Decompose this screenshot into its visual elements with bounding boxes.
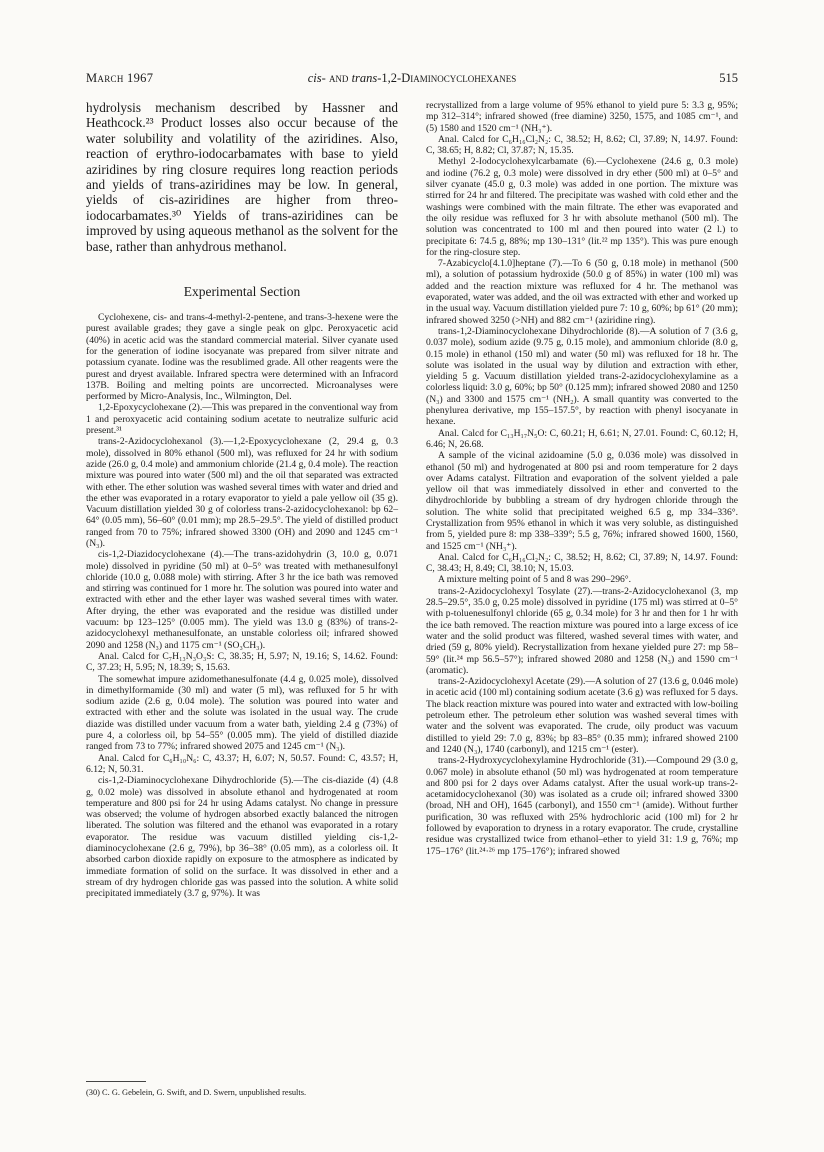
header-title-part3: trans [351,71,378,85]
page-number: 515 [719,71,738,85]
section-title: Experimental Section [183,284,301,300]
paragraph: Anal. Calcd for C₆H₁₆Cl₂N₂: C, 38.52; H, 8.62; Cl, 37.89; N, 14.97. Found: C, 38.43; H, 8.49; Cl, 38.10; N, 15.03. [426,551,738,575]
left-column [86,100,398,900]
paragraph: 1,2-Epoxycyclohexane (2).—This was prepared in the conventional way from 1 and peroxyacetic acid containing sodium acetate to neutralize sulfuric acid present.³¹ [86,402,398,437]
paragraph: recrystallized from a large volume of 95% ethanol to yield pure 5: 3.3 g, 95%; mp 312–314°; infrared showed (free diamine) 3250, 1575, and 1085 cm⁻¹, and (5) 1580 and 1520 cm⁻¹ (NH₃⁺). [426,100,738,134]
paragraph: trans-2-Hydroxycyclohexylamine Hydrochloride (31).—Compound 29 (3.0 g, 0.067 mole) in absolute ethanol (50 ml) was hydrogenated at room temperature and 800 psi for 2 days over Adams catalyst. After the usual work-up trans-2-acetamidocyclohexanol (30) was isolated as a crude oil; infrared showed 3300 (broad, NH and OH), 1645 (carbonyl), and 1550 cm⁻¹ (amide). Without further purification, 30 was refluxed with 25% hydrochloric acid (100 ml) for 2 hr followed by evaporation to dryness in a rotary evaporator. The crude, crystalline residue was crystallized twice from ethanol–ether to yield 31: 1.9 g, 76%; mp 175–176° (lit.²⁴·²⁶ mp 175–176°); infrared showed [426,755,739,857]
paragraph: Anal. Calcd for C₆H₁₆Cl₂N₂: C, 38.52; H, 8.62; Cl, 37.89; N, 14.97. Found: C, 38.65; H, 8.82; Cl, 37.87; N, 15.35. [426,133,738,157]
header-title-part1: cis- [307,71,326,85]
header-title-part4: -1,2-Diaminocyclohexanes [377,71,517,85]
header-title-part2: and [325,71,352,85]
header-date: March 1967 [86,71,154,85]
footnote-rule [86,1081,146,1082]
paragraph: Anal. Calcd for C₇H₁₃N₃O₃S: C, 38.35; H, 5.97; N, 19.16; S, 14.62. Found: C, 37.23; H, 5.95; N, 18.39; S, 15.63. [86,650,398,674]
lead-paragraph: hydrolysis mechanism described by Hassner and Heathcock.²³ Product losses also occur because of the water solubility and volatility of the aziridines. Also, reaction of erythro-iodocarbamates with base to yield aziridines by ring closure requires long reaction periods and yields of trans-aziridines may be low. In general, yields of cis-aziridines are higher from threo-iodocarbamates.³⁰ Yields of trans-aziridines can be improved by using aqueous methanol as the solvent for the base, rather than anhydrous methanol. [86,100,398,254]
paragraph: trans-1,2-Diaminocyclohexane Dihydrochloride (8).—A solution of 7 (3.6 g, 0.037 mole), sodium azide (9.75 g, 0.15 mole), and ammonium chloride (8.0 g, 0.15 mole) in ethanol (150 ml) and water (50 ml) was refluxed for 18 hr. The solute was isolated in the usual way by dilution and extraction with ether, yielding 5 g. Vacuum distillation yielded trans-2-azidocyclohexylamine as a colorless liquid: 3.0 g, 60%; bp 50° (0.125 mm); infrared showed 2080 and 1250 (N₃) and 3300 and 1575 cm⁻¹ (NH₂). A small quantity was converted to the phenylurea derivative, mp 155–157.5°, by reaction with phenyl isocyanate in hexane. [426,325,738,428]
running-header [86,71,738,87]
paragraph: cis-1,2-Diazidocyclohexane (4).—The trans-azidohydrin (3, 10.0 g, 0.071 mole) dissolved in pyridine (50 ml) at 0–5° was treated with methanesulfonyl chloride (10.0 g, 0.088 mole) with stirring. After 3 hr the ice bath was removed and stirring was continued for 1 more hr. The solution was poured into water and extracted with ether and the ether layer was washed several times with water. After drying, the ether was evaporated and the residue was distilled under vacuum: bp 123–125° (0.005 mm). The yield was 13.0 g (83%) of trans-2-azidocyclohexyl methanesulfonate, an unstable colorless oil; infrared showed 2090 and 1258 (N₃) and 1175 cm⁻¹ (SO₃CH₃). [86,549,398,651]
header-title [86,71,738,86]
paragraph: Anal. Calcd for C₁₃H₁₇N₅O: C, 60.21; H, 6.61; N, 27.01. Found: C, 60.12; H, 6.46; N, 26.68. [426,427,738,450]
right-column [426,100,738,857]
paragraph: Cyclohexene, cis- and trans-4-methyl-2-pentene, and trans-3-hexene were the purest available grades; they gave a single peak on glpc. Peroxyacetic acid (40%) in acetic acid was the standard commercial material. Silver cyanate used for the generation of iodine isocyanate was prepared from silver nitrate and potassium cyanate. Iodine was the resublimed grade. All other reagents were the purest and dryest available. Infrared spectra were determined with an Infracord 137B. Boiling and melting points are uncorrected. Microanalyses were performed by Micro-Analysis, Inc., Wilmington, Del. [86,312,398,403]
paragraph: cis-1,2-Diaminocyclohexane Dihydrochloride (5).—The cis-diazide (4) (4.8 g, 0.02 mole) was dissolved in absolute ethanol and hydrogenated at room temperature and 800 psi for 24 hr using Adams catalyst. No change in pressure was observed; the volume of hydrogen absorbed exactly balanced the nitrogen liberated. The solution was filtered and the ethanol was evaporated in a rotary evaporator. The residue was vacuum distilled yielding cis-1,2-diaminocyclohexane (2.6 g, 79%), bp 36–38° (0.05 mm), as a colorless oil. It absorbed carbon dioxide rapidly on exposure to the atmosphere as indicated by immediate formation of solid on the surface. It was dissolved in ether and a stream of dry hydrogen chloride gas was passed into the solution. A white solid precipitated immediately (3.7 g, 97%). It was [86,775,398,900]
footnote: (30) C. G. Gebelein, G. Swift, and D. Swern, unpublished results. [86,1088,307,1097]
paragraph: A sample of the vicinal azidoamine (5.0 g, 0.036 mole) was dissolved in ethanol (50 ml) and hydrogenated at 800 psi and room temperature for 2 days over Adams catalyst. Filtration and evaporation of the solvent yielded a pale yellow oil that was immediately dissolved in ether and converted to the dihydrochloride by bubbling a stream of dry hydrogen chloride through the solution. The white solid that precipitated weighed 6.5 g, mp 334–336°. Crystallization from 95% ethanol in which it was very soluble, as distinguished from 5, yielded pure 8: mp 338–339°; 5.5 g, 76%; infrared showed 1600, 1560, and 1525 cm⁻¹ (NH₃⁺). [426,450,738,552]
paragraph: trans-2-Azidocyclohexanol (3).—1,2-Epoxycyclohexane (2, 29.4 g, 0.3 mole), dissolved in 80% ethanol (500 ml), was refluxed for 24 hr with sodium azide (26.0 g, 0.4 mole) and ammonium chloride (21.4 g, 0.4 mole). The reaction mixture was poured into water (500 ml) and the oil that separated was extracted with ether. The ether solution was washed several times with water and dried and the ether was evaporated in a rotary evaporator to yield a pale yellow oil (35 g). Vacuum distillation yielded 30 g of colorless trans-2-azidocyclohexanol: bp 62–64° (0.05 mm), 56–60° (0.01 mm); mp 28.5–29.5°. The yield of distilled product ranged from 70 to 75%; infrared showed 3300 (OH) and 2090 and 1245 cm⁻¹ (N₃). [86,436,398,549]
paragraph: Methyl 2-Iodocyclohexylcarbamate (6).—Cyclohexene (24.6 g, 0.3 mole) and iodine (76.2 g, 0.3 mole) were dissolved in dry ether (500 ml) at 0–5° and silver cyanate (45.0 g, 0.3 mole) was added in one portion. The mixture was stirred for 24 hr and filtered. The precipitate was washed with cold ether and the washings were combined with the main filtrate. The ether was evaporated and the oily residue was refluxed for 3 hr with absolute methanol (500 ml). The solution was concentrated to 100 ml and then poured into water (2 l.) to precipitate 6: 74.5 g, 88%; mp 130–131° (lit.²² mp 135°). This was pure enough for the ring-closure step. [426,156,738,258]
paragraph: trans-2-Azidocyclohexyl Acetate (29).—A solution of 27 (13.6 g, 0.046 mole) in acetic acid (100 ml) containing sodium acetate (3.6 g) was refluxed for 5 days. The black reaction mixture was poured into water and extracted with low-boiling petroleum ether. The petroleum ether solution was washed several times with water and the solvent was evaporated. The crude, oily product was vacuum distilled to yield 29: 7.0 g, 83%; bp 83–85° (0.35 mm); infrared showed 2100 and 1240 (N₃), 1740 (carbonyl), and 1215 cm⁻¹ (ester). [426,676,738,755]
paragraph: The somewhat impure azidomethanesulfonate (4.4 g, 0.025 mole), dissolved in dimethylformamide (30 ml) and water (5 ml), was refluxed for 5 hr with sodium azide (2.6 g, 0.04 mole). The solution was poured into water and extracted with ether and the solute was isolated in the usual way. The crude diazide was distilled under vacuum from a water bath, yielding 2.4 g (73%) of pure 4, a colorless oil, bp 54–55° (0.005 mm). The yield of distilled diazide ranged from 73 to 77%; infrared showed 2075 and 1245 cm⁻¹ (N₃). [86,673,398,753]
paragraph: A mixture melting point of 5 and 8 was 290–296°. [438,574,632,586]
paragraph: Anal. Calcd for C₆H₁₀N₆: C, 43.37; H, 6.07; N, 50.57. Found: C, 43.57; H, 6.12; N, 50.31. [86,752,398,775]
paragraph: trans-2-Azidocyclohexyl Tosylate (27).—trans-2-Azidocyclohexanol (3, mp 28.5–29.5°, 35.0 g, 0.25 mole) dissolved in pyridine (175 ml) was stirred at 0–5° with p-toluenesulfonyl chloride (65 g, 0.34 mole) for 3 hr and then for 1 hr with the ice bath removed. The reaction mixture was poured into a large excess of ice water and the solid product was filtered, washed several times with water, and dried (59 g, 80% yield). Recrystallization from hexane yielded pure 27: mp 58–59° (lit.²⁴ mp 56.5–57°); infrared showed 2080 and 1258 (N₃) and 1590 cm⁻¹ (aromatic). [426,585,738,676]
paragraph: 7-Azabicyclo[4.1.0]heptane (7).—To 6 (50 g, 0.18 mole) in methanol (500 ml), a solution of potassium hydroxide (50.0 g of 85%) in water (100 ml) was added and the reaction mixture was refluxed for 4 hr. The methanol was evaporated, water was added, and the oil was extracted with ether and worked up in the usual way. Vacuum distillation yielded pure 7: 10 g, 60%; bp 61° (20 mm); infrared showed 3250 (>NH) and 882 cm⁻¹ (aziridine ring). [426,258,738,326]
